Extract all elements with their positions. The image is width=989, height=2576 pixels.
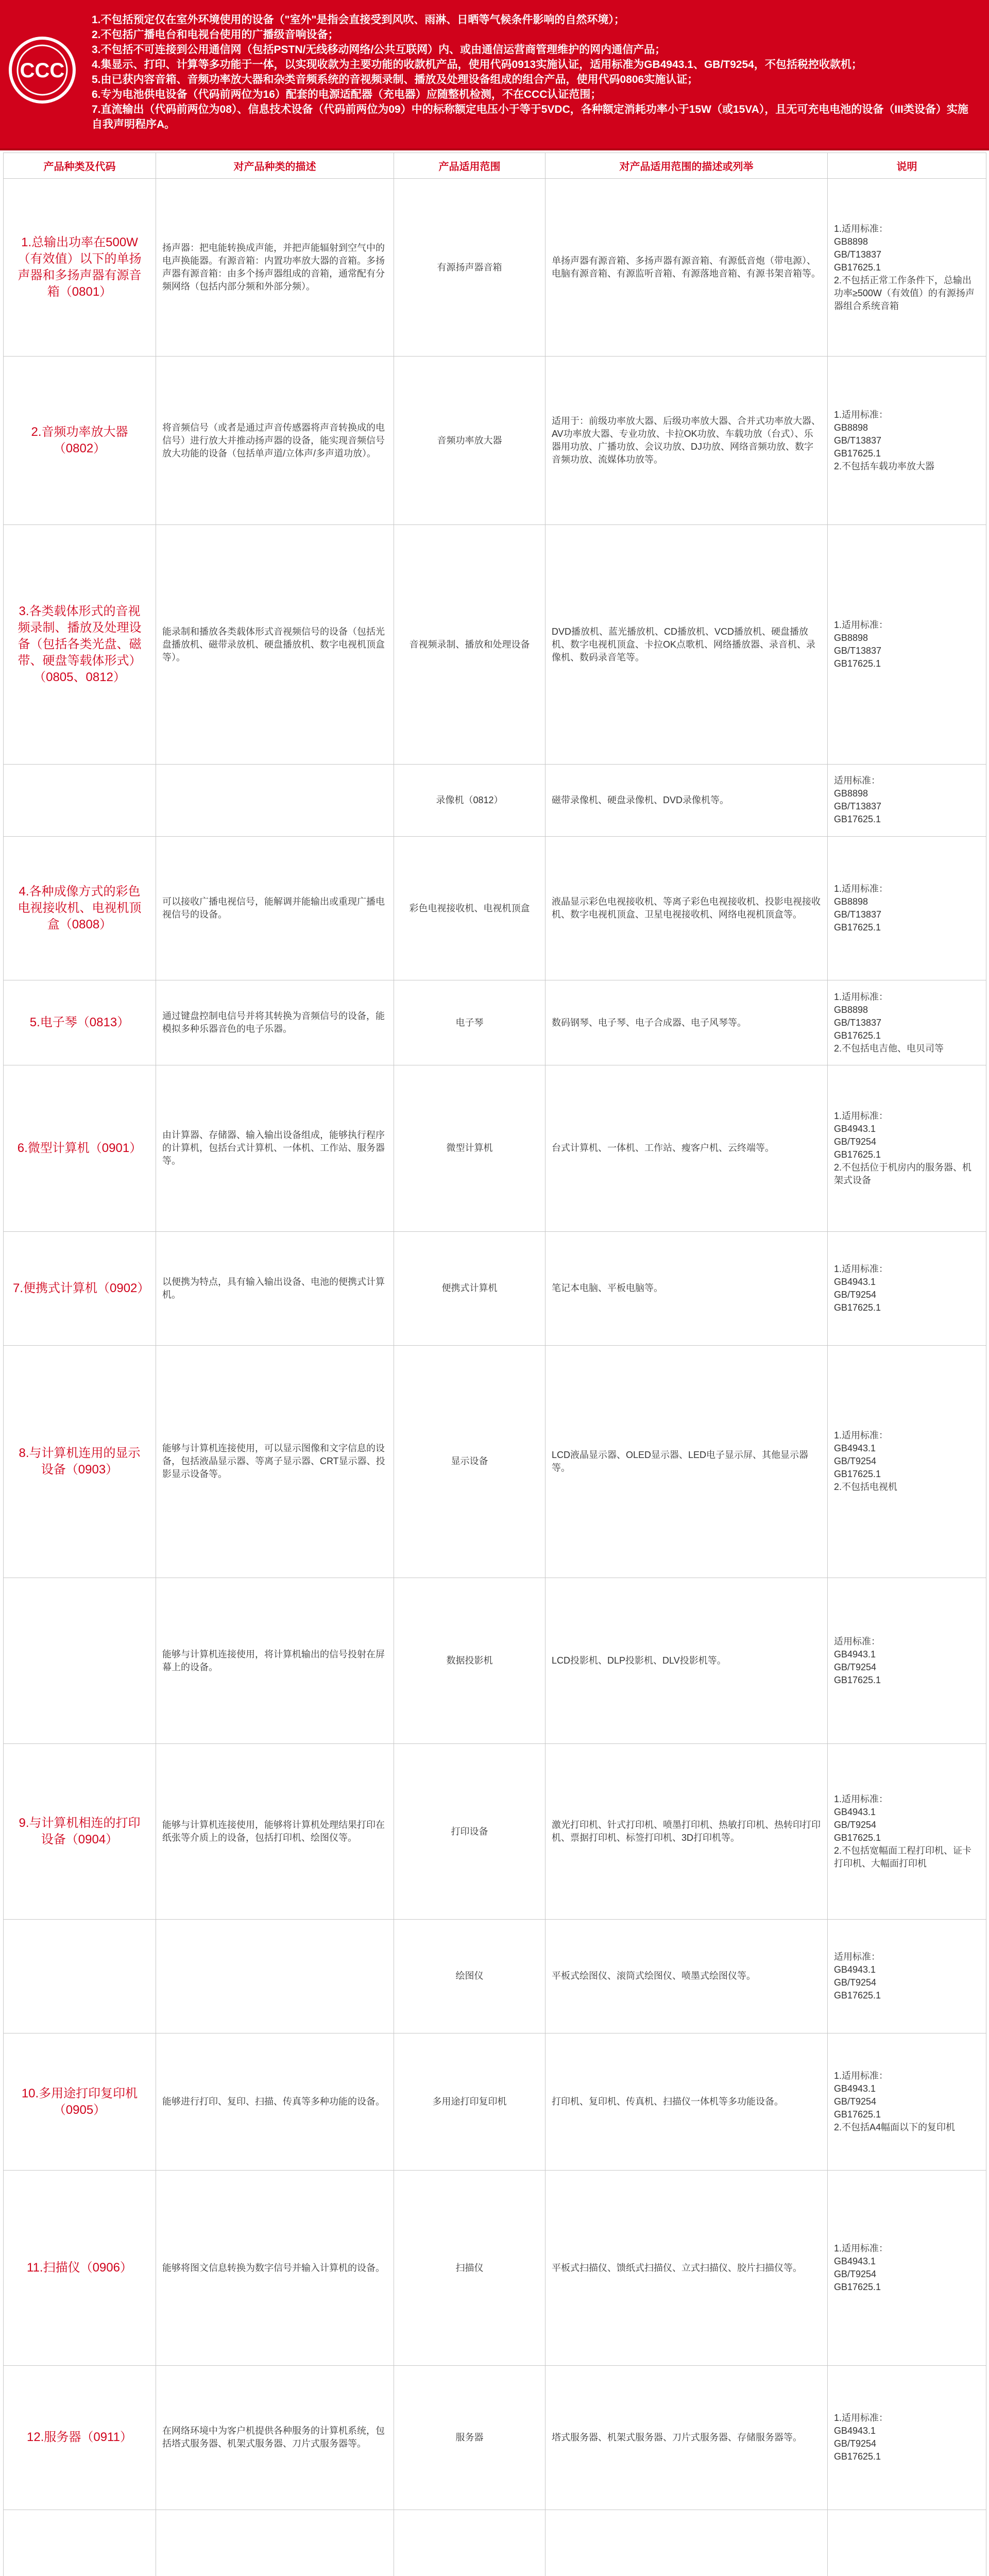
description-cell: DVD播放机、蓝光播放机、CD播放机、VCD播放机、硬盘播放机、数字电视机顶盒、卡拉OK点歌机、网络播放器、录音机、录像机、数码录音笔等。	[545, 525, 828, 765]
description-cell	[545, 2510, 828, 2576]
description-cell: 塔式服务器、机架式服务器、刀片式服务器、存储服务器等。	[545, 2366, 828, 2510]
note-item: 6.专为电池供电设备（代码前两位为16）配套的电源适配器（充电器）应随整机检测，不在CCC认证范围；	[92, 89, 602, 100]
svg-text:CCC: CCC	[20, 59, 65, 82]
definition-cell	[156, 2510, 394, 2576]
definition-cell	[156, 764, 394, 836]
table-row	[4, 1744, 986, 1920]
table-row	[4, 179, 986, 357]
note-cell	[828, 2510, 986, 2576]
scope-cell: 绘图仪	[394, 1919, 545, 2033]
description-cell: 台式计算机、一体机、工作站、瘦客户机、云终端等。	[545, 1065, 828, 1232]
scope-cell: 便携式计算机	[394, 1231, 545, 1345]
note-cell: 1.适用标准： GB8898 GB/T13837 GB17625.1	[828, 836, 986, 980]
header-note: 说明	[828, 153, 986, 179]
description-cell: LCD液晶显示器、OLED显示器、LED电子显示屏、其他显示器等。	[545, 1345, 828, 1578]
scope-cell: 有源扬声器音箱	[394, 179, 545, 357]
definition-cell: 能够进行打印、复印、扫描、传真等多种功能的设备。	[156, 2033, 394, 2170]
table-header-row	[4, 153, 986, 179]
definition-cell: 将音频信号（或者是通过声音传感器将声音转换成的电信号）进行放大并推动扬声器的设备，能实现音频信号放大功能的设备（包括单声道/立体声/多声道功放）。	[156, 357, 394, 525]
notes-list	[92, 12, 978, 132]
category-cell	[4, 1919, 156, 2033]
note-cell: 1.适用标准： GB4943.1 GB/T9254 GB17625.1 2.不包括A4幅面以下的复印机	[828, 2033, 986, 2170]
category-cell: 10.多用途打印复印机（0905）	[4, 2033, 156, 2170]
note-cell: 适用标准： GB4943.1 GB/T9254 GB17625.1	[828, 1578, 986, 1744]
definition-cell: 能够与计算机连接使用，将计算机输出的信号投射在屏幕上的设备。	[156, 1578, 394, 1744]
scope-cell: 音频功率放大器	[394, 357, 545, 525]
category-cell: 3.各类载体形式的音视频录制、播放及处理设备（包括各类光盘、磁带、硬盘等载体形式）（0805、0812）	[4, 525, 156, 765]
note-item: 1.不包括预定仅在室外环境使用的设备（"室外"是指会直接受到风吹、雨淋、日晒等气候条件影响的自然环境）；	[92, 14, 625, 26]
header-scope: 产品适用范围	[394, 153, 545, 179]
description-cell: 液晶显示彩色电视接收机、等离子彩色电视接收机、投影电视接收机、数字电视机顶盒、卫星电视接收机、网络电视机顶盒等。	[545, 836, 828, 980]
description-cell: 单扬声器有源音箱、多扬声器有源音箱、有源低音炮（带电源）、电脑有源音箱、有源监听音箱、有源落地音箱、有源书架音箱等。	[545, 179, 828, 357]
note-item: 2.不包括广播电台和电视台使用的广播级音响设备；	[92, 29, 339, 41]
note-item: 7.直流输出（代码前两位为08）、信息技术设备（代码前两位为09）中的标称额定电压小于等于5VDC，各种额定消耗功率小于15W（或15VA），且无可充电电池的设备（III类设备）实施自我声明程序A。	[92, 104, 968, 130]
note-item: 4.集显示、打印、计算等多功能于一体，以实现收款为主要功能的收款机产品，使用代码0913实施认证，适用标准为GB4943.1、GB/T9254，不包括税控收款机；	[92, 59, 862, 71]
table-row	[4, 2033, 986, 2170]
category-cell: 4.各种成像方式的彩色电视接收机、电视机顶盒（0808）	[4, 836, 156, 980]
table-row	[4, 1345, 986, 1578]
table-row	[4, 836, 986, 980]
note-cell: 适用标准： GB4943.1 GB/T9254 GB17625.1	[828, 1919, 986, 2033]
category-cell: 12.服务器（0911）	[4, 2366, 156, 2510]
description-cell: 激光打印机、针式打印机、喷墨打印机、热敏打印机、热转印打印机、票据打印机、标签打印机、3D打印机等。	[545, 1744, 828, 1920]
category-cell	[4, 764, 156, 836]
note-cell: 适用标准： GB8898 GB/T13837 GB17625.1	[828, 764, 986, 836]
scope-cell: 彩色电视接收机、电视机顶盒	[394, 836, 545, 980]
table-row	[4, 2366, 986, 2510]
category-cell: 11.扫描仪（0906）	[4, 2171, 156, 2366]
definition-cell: 以便携为特点，具有输入输出设备、电池的便携式计算机。	[156, 1231, 394, 1345]
header-description: 对产品适用范围的描述或列举	[545, 153, 828, 179]
definition-cell: 通过键盘控制电信号并将其转换为音频信号的设备，能模拟多种乐器音色的电子乐器。	[156, 980, 394, 1065]
note-cell: 1.适用标准： GB4943.1 GB/T9254 GB17625.1 2.不包括位于机房内的服务器、机架式设备	[828, 1065, 986, 1232]
table-row	[4, 525, 986, 765]
scope-cell: 录像机（0812）	[394, 764, 545, 836]
note-cell: 1.适用标准： GB4943.1 GB/T9254 GB17625.1	[828, 2366, 986, 2510]
note-item: 3.不包括不可连接到公用通信网（包括PSTN/无线移动网络/公共互联网）内、或由通信运营商管理维护的网内通信产品；	[92, 44, 666, 56]
note-cell: 1.适用标准： GB4943.1 GB/T9254 GB17625.1	[828, 2171, 986, 2366]
table-row	[4, 357, 986, 525]
definition-cell: 能够将图文信息转换为数字信号并输入计算机的设备。	[156, 2171, 394, 2366]
definition-cell: 能够与计算机连接使用，能够将计算机处理结果打印在纸张等介质上的设备，包括打印机、绘图仪等。	[156, 1744, 394, 1920]
page-header	[0, 0, 989, 150]
table-row	[4, 1231, 986, 1345]
category-cell: 2.音频功率放大器（0802）	[4, 357, 156, 525]
category-cell: 7.便携式计算机（0902）	[4, 1231, 156, 1345]
description-cell: 数码钢琴、电子琴、电子合成器、电子风琴等。	[545, 980, 828, 1065]
category-cell: 5.电子琴（0813）	[4, 980, 156, 1065]
description-cell: 平板式扫描仪、馈纸式扫描仪、立式扫描仪、胶片扫描仪等。	[545, 2171, 828, 2366]
scope-cell: 扫描仪	[394, 2171, 545, 2366]
scope-cell: 打印设备	[394, 1744, 545, 1920]
description-cell: 磁带录像机、硬盘录像机、DVD录像机等。	[545, 764, 828, 836]
table-row	[4, 1919, 986, 2033]
category-cell	[4, 2510, 156, 2576]
description-cell: 适用于：前级功率放大器、后级功率放大器、合并式功率放大器、AV功率放大器、专业功放、卡拉OK功放、车载功放（台式）、乐器用功放、广播功放、会议功放、DJ功放、网络音频功放、数字音频功放、流媒体功放等。	[545, 357, 828, 525]
ccc-logo	[8, 36, 76, 104]
category-cell: 8.与计算机连用的显示设备（0903）	[4, 1345, 156, 1578]
table-row	[4, 764, 986, 836]
table-row	[4, 1065, 986, 1232]
scope-cell: 电子琴	[394, 980, 545, 1065]
note-item: 5.由已获内容音箱、音频功率放大器和杂类音频系统的音视频录制、播放及处理设备组成的组合产品，使用代码0806实施认证；	[92, 74, 698, 86]
table-body	[4, 179, 986, 2576]
definition-cell: 在网络环境中为客户机提供各种服务的计算机系统，包括塔式服务器、机架式服务器、刀片式服务器等。	[156, 2366, 394, 2510]
definition-cell: 由计算器、存储器、输入输出设备组成，能够执行程序的计算机，包括台式计算机、一体机、工作站、服务器等。	[156, 1065, 394, 1232]
scope-cell	[394, 2510, 545, 2576]
scope-cell: 多用途打印复印机	[394, 2033, 545, 2170]
note-cell: 1.适用标准： GB8898 GB/T13837 GB17625.1	[828, 525, 986, 765]
definition-cell	[156, 1919, 394, 2033]
table-row	[4, 2171, 986, 2366]
definition-cell: 能够与计算机连接使用，可以显示图像和文字信息的设备，包括液晶显示器、等离子显示器、CRT显示器、投影显示设备等。	[156, 1345, 394, 1578]
scope-cell: 数据投影机	[394, 1578, 545, 1744]
description-cell: LCD投影机、DLP投影机、DLV投影机等。	[545, 1578, 828, 1744]
definition-cell: 能录制和播放各类载体形式音视频信号的设备（包括光盘播放机、磁带录放机、硬盘播放机、数字电视机顶盒等）。	[156, 525, 394, 765]
category-cell: 1.总输出功率在500W（有效值）以下的单扬声器和多扬声器有源音箱（0801）	[4, 179, 156, 357]
category-cell	[4, 1578, 156, 1744]
category-cell: 9.与计算机相连的打印设备（0904）	[4, 1744, 156, 1920]
scope-cell: 音视频录制、播放和处理设备	[394, 525, 545, 765]
description-cell: 打印机、复印机、传真机、扫描仪一体机等多功能设备。	[545, 2033, 828, 2170]
note-cell: 1.适用标准： GB4943.1 GB/T9254 GB17625.1 2.不包括电视机	[828, 1345, 986, 1578]
category-cell: 6.微型计算机（0901）	[4, 1065, 156, 1232]
note-cell: 1.适用标准： GB8898 GB/T13837 GB17625.1 2.不包括电吉他、电贝司等	[828, 980, 986, 1065]
description-cell: 笔记本电脑、平板电脑等。	[545, 1231, 828, 1345]
scope-cell: 服务器	[394, 2366, 545, 2510]
scope-cell: 显示设备	[394, 1345, 545, 1578]
header-category: 产品种类及代码	[4, 153, 156, 179]
definition-cell: 扬声器：把电能转换成声能，并把声能辐射到空气中的电声换能器。有源音箱：内置功率放大器的音箱。多扬声器有源音箱：由多个扬声器组成的音箱，通常配有分频网络（包括内部分频和外部分频）。	[156, 179, 394, 357]
scope-cell: 微型计算机	[394, 1065, 545, 1232]
table-row	[4, 2510, 986, 2576]
product-catalog-table	[3, 152, 986, 2576]
table-row	[4, 980, 986, 1065]
header-definition: 对产品种类的描述	[156, 153, 394, 179]
table-row	[4, 1578, 986, 1744]
note-cell: 1.适用标准： GB4943.1 GB/T9254 GB17625.1 2.不包括宽幅面工程打印机、证卡打印机、大幅面打印机	[828, 1744, 986, 1920]
note-cell: 1.适用标准： GB4943.1 GB/T9254 GB17625.1	[828, 1231, 986, 1345]
description-cell: 平板式绘图仪、滚筒式绘图仪、喷墨式绘图仪等。	[545, 1919, 828, 2033]
definition-cell: 可以接收广播电视信号，能解调并能输出或重现广播电视信号的设备。	[156, 836, 394, 980]
note-cell: 1.适用标准： GB8898 GB/T13837 GB17625.1 2.不包括车载功率放大器	[828, 357, 986, 525]
note-cell: 1.适用标准： GB8898 GB/T13837 GB17625.1 2.不包括正常工作条件下，总输出功率≥500W（有效值）的有源扬声器组合系统音箱	[828, 179, 986, 357]
